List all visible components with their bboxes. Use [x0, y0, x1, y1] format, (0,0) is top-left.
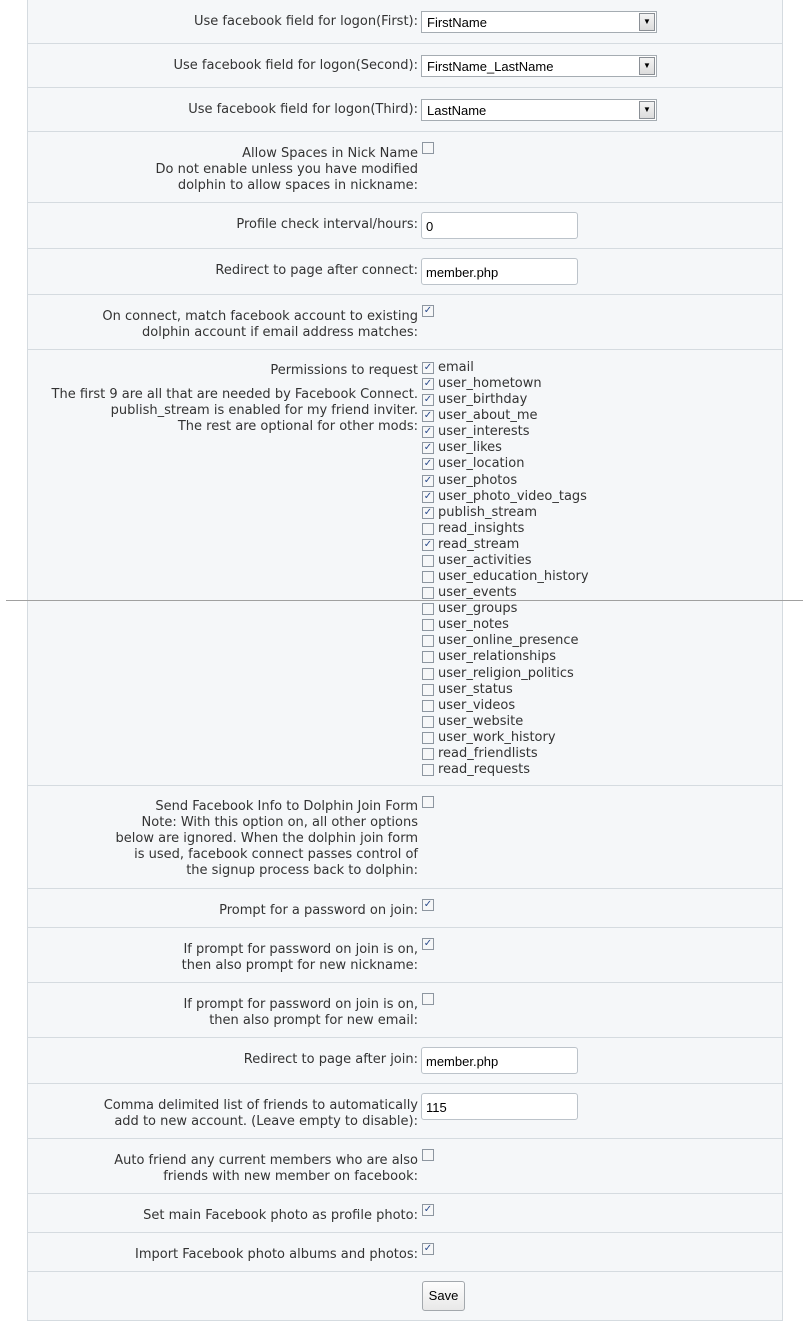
permission-checkbox[interactable] — [422, 539, 434, 551]
permission-label: user_photos — [438, 472, 518, 488]
profile-interval-input[interactable] — [421, 212, 578, 239]
label-line: The first 9 are all that are needed by Facebook Connect. — [51, 387, 418, 402]
check-icon: ✓ — [423, 394, 433, 406]
permission-label: user_notes — [438, 617, 509, 633]
check-icon: ✓ — [423, 442, 433, 454]
permission-checkbox[interactable] — [422, 475, 434, 487]
check-icon: ✓ — [423, 538, 433, 550]
check-icon: ✓ — [423, 938, 433, 949]
logon-first-select[interactable] — [421, 11, 657, 33]
match-email-row — [28, 295, 782, 350]
import-albums-row — [28, 1233, 782, 1272]
check-icon: ✓ — [423, 506, 433, 518]
permission-label: read_requests — [438, 762, 530, 777]
label-line: On connect, match facebook account to existing — [102, 309, 418, 324]
permission-checkbox[interactable] — [422, 716, 434, 728]
page-break-divider — [6, 600, 803, 601]
prompt-nickname-checkbox[interactable] — [422, 938, 434, 950]
join-form-row — [28, 786, 782, 889]
label-line: dolphin to allow spaces in nickname: — [177, 178, 418, 193]
match-email-checkbox[interactable] — [422, 305, 434, 317]
permission-label: read_stream — [438, 536, 520, 552]
label-line: publish_stream is enabled for my friend inviter. — [110, 403, 418, 418]
label-line: then also prompt for new nickname: — [181, 958, 418, 973]
permission-checkbox[interactable] — [422, 571, 434, 583]
redirect-join-value: member.php — [426, 1054, 499, 1069]
permission-checkbox[interactable] — [422, 458, 434, 470]
permission-label: user_religion_politics — [438, 665, 574, 681]
permission-checkbox[interactable] — [422, 394, 434, 406]
permission-label: user_location — [438, 456, 525, 472]
chevron-down-icon[interactable]: ▼ — [639, 13, 655, 31]
prompt-email-row — [28, 983, 782, 1038]
permission-checkbox[interactable] — [422, 635, 434, 647]
permission-checkbox[interactable] — [422, 378, 434, 390]
label-line: The rest are optional for other mods: — [177, 419, 418, 434]
label-line: is used, facebook connect passes control of — [134, 847, 418, 862]
logon-third-value: LastName — [427, 103, 487, 118]
permission-checkbox[interactable] — [422, 491, 434, 503]
main-photo-row — [28, 1194, 782, 1233]
friends-list-label — [104, 1098, 418, 1130]
label-line: If prompt for password on join is on, — [183, 942, 418, 957]
friends-list-input[interactable] — [421, 1093, 578, 1120]
check-icon: ✓ — [423, 474, 433, 486]
permission-checkbox[interactable] — [422, 732, 434, 744]
permission-label: user_activities — [438, 552, 532, 568]
allow-spaces-row — [28, 132, 782, 203]
permission-label: user_likes — [438, 440, 502, 456]
label-line: Allow Spaces in Nick Name — [242, 146, 418, 161]
check-icon: ✓ — [423, 490, 433, 502]
chevron-down-icon[interactable]: ▼ — [639, 57, 655, 75]
label-line: below are ignored. When the dolphin join form — [115, 831, 418, 846]
permission-label: publish_stream — [438, 504, 538, 520]
redirect-join-row — [28, 1038, 782, 1084]
check-icon: ✓ — [423, 362, 433, 373]
friends-list-row — [28, 1084, 782, 1139]
label-line: Set main Facebook photo as profile photo: — [143, 1208, 418, 1223]
logon-second-select[interactable] — [421, 55, 657, 77]
prompt-password-label — [219, 903, 418, 919]
label-line: add to new account. (Leave empty to disable): — [114, 1114, 418, 1129]
permission-checkbox[interactable] — [422, 442, 434, 454]
label-line: Send Facebook Info to Dolphin Join Form — [155, 799, 418, 814]
logon-second-value: FirstName_LastName — [427, 59, 554, 74]
logon-first-value: FirstName — [427, 15, 487, 30]
redirect-join-label: Redirect to page after join: — [243, 1052, 418, 1067]
permission-label: user_interests — [438, 424, 530, 440]
permissions-row — [28, 350, 782, 786]
profile-interval-row — [28, 203, 782, 249]
label-line: then also prompt for new email: — [209, 1013, 418, 1028]
permission-checkbox[interactable] — [422, 426, 434, 438]
save-button[interactable]: Save — [422, 1281, 465, 1311]
permission-label: user_relationships — [438, 649, 557, 665]
label-line: Comma delimited list of friends to automatically — [103, 1098, 418, 1113]
check-icon: ✓ — [423, 458, 433, 470]
redirect-connect-row — [28, 249, 782, 295]
join-form-checkbox[interactable] — [422, 796, 434, 808]
redirect-connect-label: Redirect to page after connect: — [215, 263, 418, 278]
permission-label: user_photo_video_tags — [438, 488, 587, 504]
main-photo-checkbox[interactable] — [422, 1204, 434, 1216]
label-line: dolphin account if email address matches: — [142, 325, 418, 340]
logon-third-select[interactable] — [421, 99, 657, 121]
prompt-nickname-row — [28, 928, 782, 983]
permission-label: user_status — [438, 681, 513, 697]
check-icon: ✓ — [423, 1204, 433, 1215]
permission-label: user_events — [438, 585, 517, 601]
check-icon: ✓ — [423, 899, 433, 910]
permission-checkbox[interactable] — [422, 555, 434, 567]
permission-checkbox[interactable] — [422, 668, 434, 680]
allow-spaces-checkbox[interactable] — [422, 142, 434, 154]
permission-checkbox[interactable] — [422, 764, 434, 776]
chevron-down-icon[interactable]: ▼ — [639, 101, 655, 119]
label-line: friends with new member on facebook: — [163, 1169, 418, 1184]
prompt-password-checkbox[interactable] — [422, 899, 434, 911]
logon-first-label: Use facebook field for logon(First): — [193, 14, 418, 29]
permission-checkbox[interactable] — [422, 651, 434, 663]
settings-form — [27, 0, 783, 1321]
auto-friend-label — [114, 1153, 418, 1185]
logon-second-row — [28, 44, 782, 88]
label-line: If prompt for password on join is on, — [183, 997, 418, 1012]
permission-checkbox[interactable] — [422, 410, 434, 422]
prompt-password-row — [28, 889, 782, 928]
check-icon: ✓ — [423, 305, 433, 316]
redirect-connect-input[interactable] — [421, 258, 578, 285]
main-photo-label — [143, 1208, 418, 1224]
permission-label: user_work_history — [438, 729, 556, 745]
permission-label: user_website — [438, 713, 524, 729]
permission-checkbox[interactable] — [422, 507, 434, 519]
auto-friend-row — [28, 1139, 782, 1194]
permission-label: email — [438, 360, 474, 375]
match-email-label — [102, 309, 418, 341]
check-icon: ✓ — [423, 378, 433, 390]
permissions-label — [52, 363, 418, 435]
prompt-nickname-label — [182, 942, 418, 974]
permission-checkbox[interactable] — [422, 748, 434, 760]
permission-label: user_hometown — [438, 376, 542, 392]
logon-second-label: Use facebook field for logon(Second): — [173, 58, 418, 73]
permission-checkbox[interactable] — [422, 619, 434, 631]
join-form-label — [116, 799, 418, 879]
permission-label: user_education_history — [438, 569, 589, 585]
redirect-join-input[interactable] — [421, 1047, 578, 1074]
redirect-connect-value: member.php — [426, 265, 499, 280]
permission-label: read_insights — [438, 520, 525, 536]
import-albums-checkbox[interactable] — [422, 1243, 434, 1255]
logon-first-row — [28, 0, 782, 44]
permission-label: user_videos — [438, 697, 516, 713]
logon-third-row — [28, 88, 782, 132]
import-albums-label — [135, 1247, 418, 1263]
prompt-email-label — [183, 997, 418, 1029]
prompt-email-checkbox[interactable] — [422, 993, 434, 1005]
label-line: Prompt for a password on join: — [219, 903, 418, 918]
auto-friend-checkbox[interactable] — [422, 1149, 434, 1161]
permission-checkbox[interactable] — [422, 523, 434, 535]
permission-label: user_about_me — [438, 408, 538, 424]
label-line: Note: With this option on, all other options — [141, 815, 418, 830]
label-line: Do not enable unless you have modified — [155, 162, 418, 177]
permission-checkbox[interactable] — [422, 362, 434, 374]
permission-checkbox[interactable] — [422, 684, 434, 696]
label-line: Import Facebook photo albums and photos: — [135, 1247, 418, 1262]
logon-third-label: Use facebook field for logon(Third): — [188, 102, 418, 117]
profile-interval-label: Profile check interval/hours: — [236, 217, 418, 232]
permission-checkbox[interactable] — [422, 603, 434, 615]
permission-label: user_birthday — [438, 392, 528, 408]
label-line: Auto friend any current members who are also — [114, 1153, 418, 1168]
permission-label: user_groups — [438, 601, 518, 617]
allow-spaces-label — [156, 146, 418, 194]
friends-list-value: 115 — [426, 1100, 447, 1115]
label-line: Permissions to request — [270, 363, 418, 378]
permission-checkbox[interactable] — [422, 587, 434, 599]
label-line: the signup process back to dolphin: — [186, 863, 418, 878]
permission-label: read_friendlists — [438, 745, 538, 761]
permission-checkbox[interactable] — [422, 700, 434, 712]
check-icon: ✓ — [423, 1243, 433, 1254]
label-line — [52, 379, 418, 387]
profile-interval-value: 0 — [426, 219, 434, 234]
check-icon: ✓ — [423, 426, 433, 438]
check-icon: ✓ — [423, 410, 433, 422]
permission-label: user_online_presence — [438, 633, 579, 649]
